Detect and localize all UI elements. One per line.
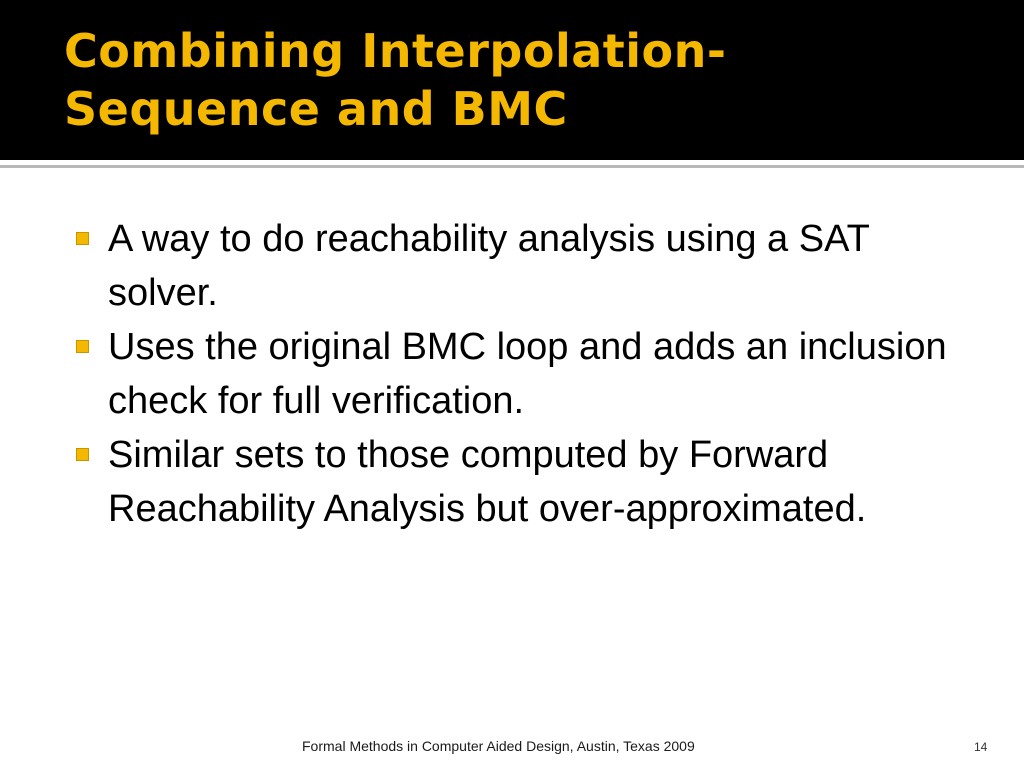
square-bullet-icon bbox=[76, 232, 89, 245]
slide-title-line-2: Sequence and BMC bbox=[64, 82, 568, 136]
footer-text: Formal Methods in Computer Aided Design, Austin, Texas 2009 bbox=[302, 738, 695, 754]
square-bullet-icon bbox=[76, 340, 89, 353]
slide-title-line-1: Combining Interpolation- bbox=[64, 24, 727, 78]
bullet-text: Similar sets to those computed by Forward Reachability Analysis but over-approximated. bbox=[108, 434, 867, 530]
bullet-item bbox=[74, 428, 954, 536]
slide-footer bbox=[0, 738, 1024, 758]
bullet-list bbox=[74, 212, 954, 536]
square-bullet-icon bbox=[76, 448, 89, 461]
title-bar bbox=[0, 0, 1024, 160]
bullet-item bbox=[74, 212, 954, 320]
page-number: 14 bbox=[974, 740, 988, 754]
title-separator-line bbox=[0, 165, 1024, 168]
bullet-item bbox=[74, 320, 954, 428]
bullet-text: A way to do reachability analysis using a SAT solver. bbox=[108, 218, 870, 314]
title-separator-gap bbox=[0, 160, 1024, 164]
slide-title bbox=[64, 22, 964, 138]
bullet-text: Uses the original BMC loop and adds an inclusion check for full verification. bbox=[108, 326, 947, 422]
